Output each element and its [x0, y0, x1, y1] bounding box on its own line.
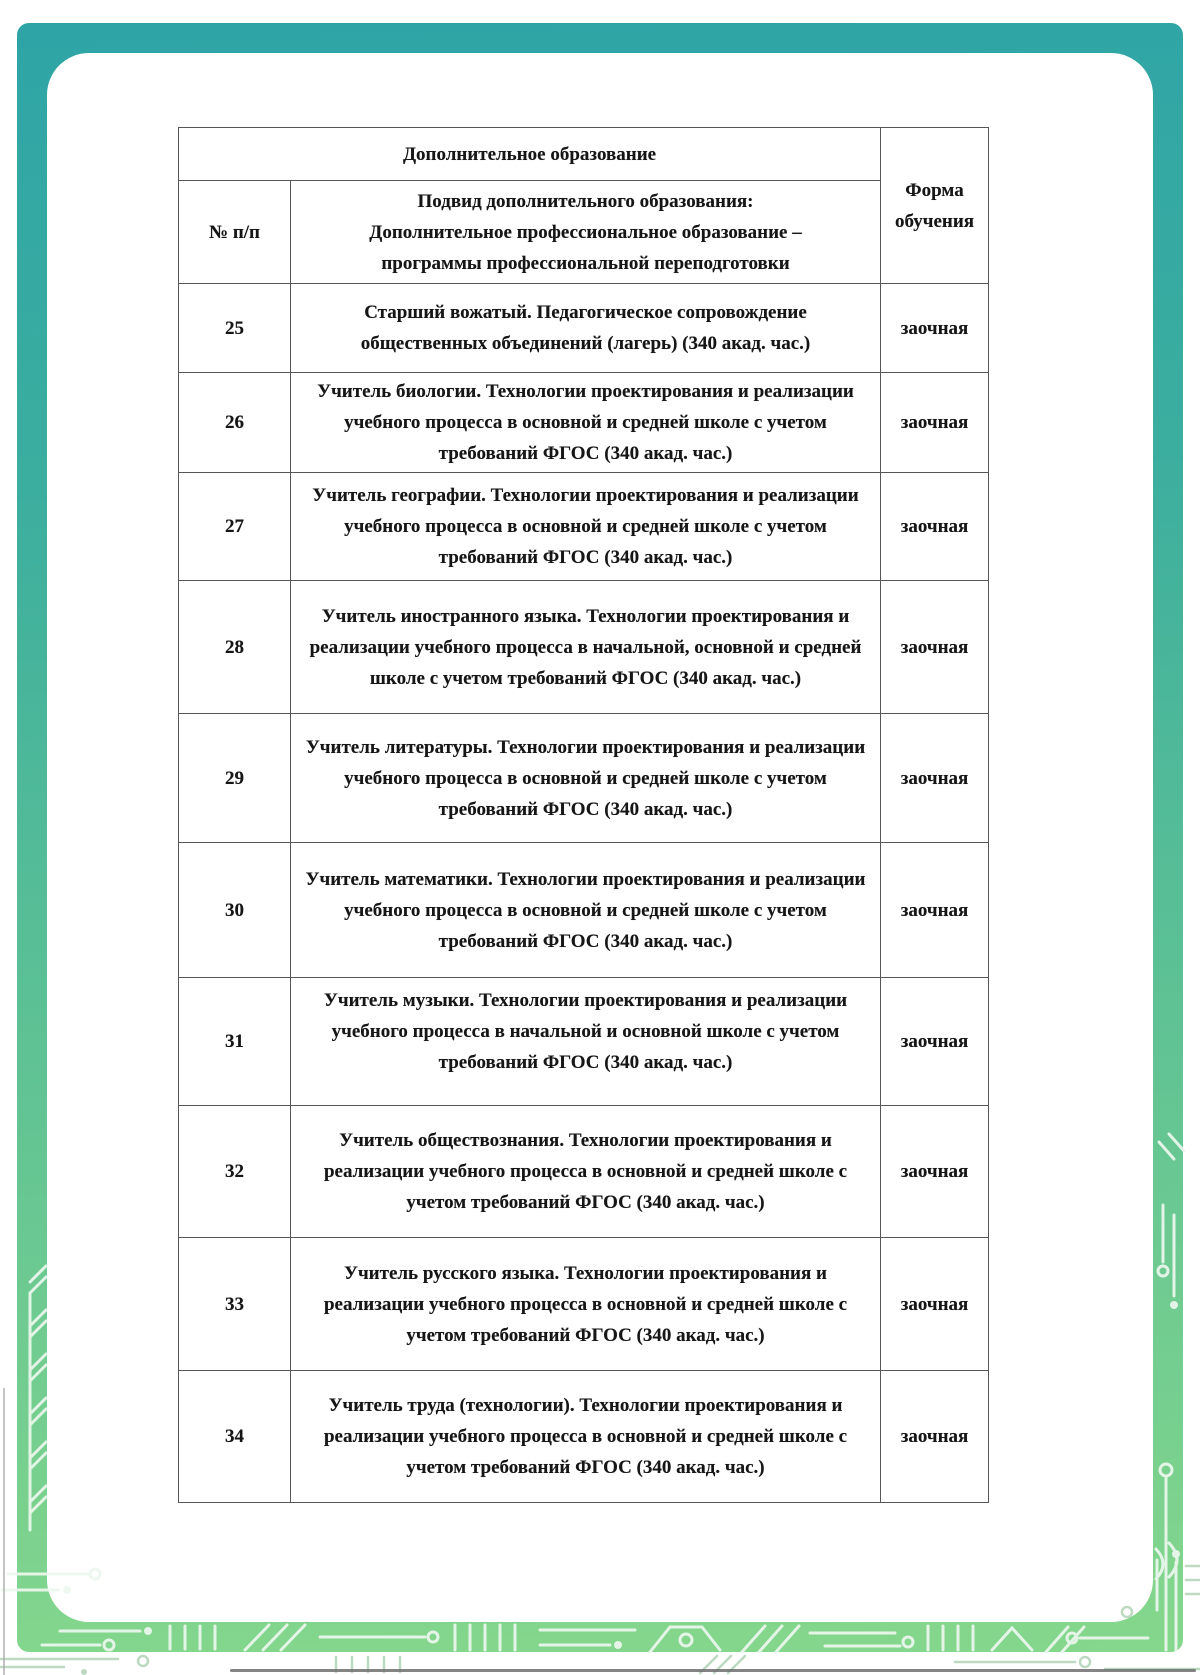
table-row: [179, 1371, 989, 1503]
row-number: 32: [179, 1106, 291, 1238]
table-row: [179, 1238, 989, 1371]
scan-artifact-line: [230, 1669, 1196, 1672]
table-row: [179, 714, 989, 843]
program-name: Учитель математики. Технологии проектирования и реализации учебного процесса в основной и средней школе с учетом требований ФГОС (340 акад. час.): [291, 843, 881, 978]
row-number: 28: [179, 581, 291, 714]
table-group-header: Дополнительное образование: [179, 128, 881, 181]
study-form: заочная: [881, 473, 989, 581]
study-form: заочная: [881, 284, 989, 373]
row-number: 33: [179, 1238, 291, 1371]
program-name: Учитель музыки. Технологии проектирования и реализации учебного процесса в начальной и основной школе с учетом требований ФГОС (340 акад. час.): [291, 978, 881, 1106]
program-name: Старший вожатый. Педагогическое сопровождение общественных объединений (лагерь) (340 акад. час.): [291, 284, 881, 373]
table-row: [179, 284, 989, 373]
row-number: 27: [179, 473, 291, 581]
row-number: 30: [179, 843, 291, 978]
study-form: заочная: [881, 581, 989, 714]
education-programs-table: [178, 127, 989, 1503]
study-form: заочная: [881, 373, 989, 473]
study-form: заочная: [881, 1106, 989, 1238]
program-header-line: Дополнительное профессиональное образование –: [369, 221, 802, 243]
program-name: Учитель биологии. Технологии проектирования и реализации учебного процесса в основной и средней школе с учетом требований ФГОС (340 акад. час.): [291, 373, 881, 473]
program-name: Учитель иностранного языка. Технологии проектирования и реализации учебного процесса в начальной, основной и средней школе с учетом требований ФГОС (340 акад. час.): [291, 581, 881, 714]
program-name: Учитель обществознания. Технологии проектирования и реализации учебного процесса в основной и средней школе с учетом требований ФГОС (340 акад. час.): [291, 1106, 881, 1238]
scan-artifact-line-left: [3, 1388, 5, 1675]
row-number: 31: [179, 978, 291, 1106]
program-name: Учитель русского языка. Технологии проектирования и реализации учебного процесса в основной и средней школе с учетом требований ФГОС (340 акад. час.): [291, 1238, 881, 1371]
table-row: [179, 843, 989, 978]
table-row: [179, 581, 989, 714]
study-form: заочная: [881, 843, 989, 978]
table-row: [179, 1106, 989, 1238]
study-form: заочная: [881, 1371, 989, 1503]
row-number: 26: [179, 373, 291, 473]
program-name: Учитель труда (технологии). Технологии проектирования и реализации учебного процесса в основной и средней школе с учетом требований ФГОС (340 акад. час.): [291, 1371, 881, 1503]
study-form: заочная: [881, 978, 989, 1106]
table-row: [179, 978, 989, 1106]
column-header-number: № п/п: [179, 181, 291, 284]
row-number: 29: [179, 714, 291, 843]
column-header-program: [291, 181, 881, 284]
table-row: [179, 373, 989, 473]
row-number: 25: [179, 284, 291, 373]
program-header-line: программы профессиональной переподготовки: [381, 252, 790, 274]
study-form: заочная: [881, 714, 989, 843]
program-name: Учитель географии. Технологии проектирования и реализации учебного процесса в основной и средней школе с учетом требований ФГОС (340 акад. час.): [291, 473, 881, 581]
program-name: Учитель литературы. Технологии проектирования и реализации учебного процесса в основной и средней школе с учетом требований ФГОС (340 акад. час.): [291, 714, 881, 843]
study-form: заочная: [881, 1238, 989, 1371]
column-header-form: Форма обучения: [881, 128, 989, 284]
row-number: 34: [179, 1371, 291, 1503]
program-header-line: Подвид дополнительного образования:: [417, 190, 754, 212]
table-row: [179, 473, 989, 581]
